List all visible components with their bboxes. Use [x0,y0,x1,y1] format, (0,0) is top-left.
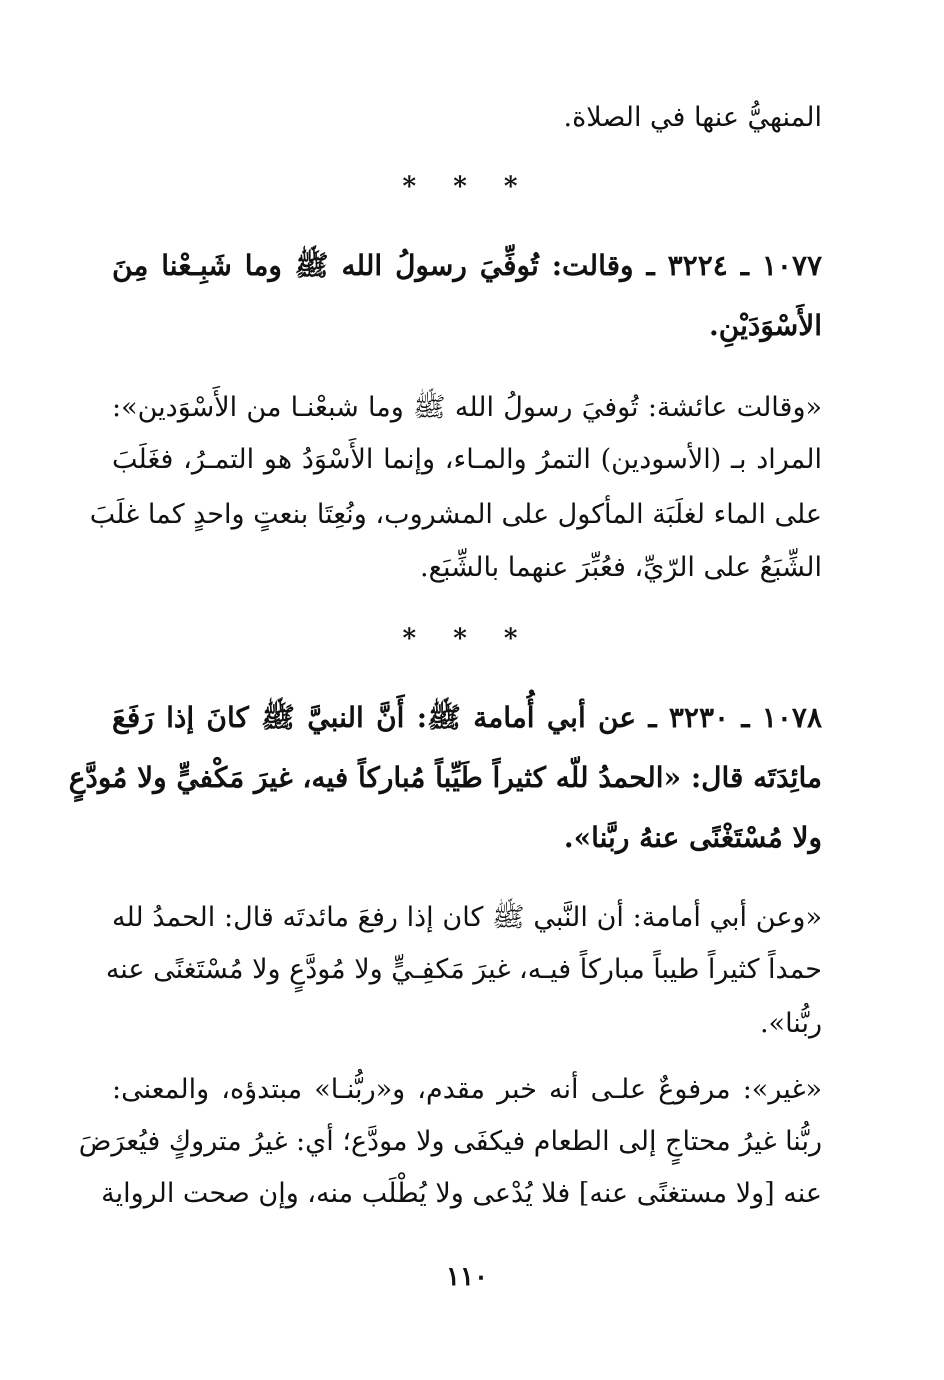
commentary-1077-line: «وقالت عائشة: تُوفيَ رسولُ الله ﷺ وما شبعْنـا من الأَسْوَدين»: [112,392,822,423]
commentary-1078-line: حمداً كثيراً طيباً مباركاً فيـه، غيرَ مَكفِـيٍّ ولا مُودَّعٍ ولا مُسْتَغنًى عنه [105,954,822,985]
hadith-1077-line: ١٠٧٧ ـ ٣٢٢٤ ـ وقالت: تُوفِّيَ رسولُ الله ﷺ وما شَبِـعْنا مِنَ [112,249,823,282]
hadith-1077-line: الأَسْوَدَيْنِ. [709,309,822,342]
body-line: المنهيُّ عنها في الصلاة. [563,102,822,133]
hadith-1078-line: مائِدَتَه قال: «الحمدُ للّه كثيراً طَيِّباً مُباركاً فيه، غيرَ مَكْفيٍّ ولا مُودَّعٍ [68,761,822,794]
commentary-1077-line: على الماء لغلَبَة المأكول على المشروب، ونُعِتَا بنعتٍ واحدٍ كما غلَبَ [89,499,822,530]
commentary-1078-line: «وعن أبي أمامة: أن النَّبي ﷺ كان إذا رفعَ مائدتَه قال: الحمدُ لله [112,902,822,933]
commentary-1078-line: «غير»: مرفوعٌ علـى أنه خبر مقدم، و«ربُّنـا» مبتدؤه، والمعنى: [112,1074,822,1105]
commentary-1078-line: ربُّنا». [759,1008,822,1039]
commentary-1078-line: ربُّنا غيرُ محتاجٍ إلى الطعام فيكفَى ولا مودَّع؛ أي: غيرُ متروكٍ فيُعرَضَ [78,1126,822,1157]
commentary-1077-line: الشِّبَعُ على الرّيِّ، فعُبِّرَ عنهما بالشِّبَع. [420,552,822,583]
commentary-1077-line: المراد بـ (الأسودين) التمرُ والمـاء، وإنما الأَسْوَدُ هو التمـرُ، فغَلَبَ [112,444,822,475]
hadith-1078-line: ولا مُسْتَغْنًى عنهُ ربَّنا». [563,821,822,854]
section-separator: * * * [402,624,532,654]
hadith-1078-line: ١٠٧٨ ـ ٣٢٣٠ ـ عن أبي أُمامة ﷺ: أَنَّ النبيَّ ﷺ كانَ إذا رَفَعَ [112,701,822,734]
commentary-1078-line: عنه [ولا مستغنًى عنه] فلا يُدْعى ولا يُطْلَب منه، وإن صحت الرواية [101,1178,822,1209]
page-number: ١١٠ [446,1262,488,1292]
book-page [68,0,823,1380]
section-separator: * * * [402,172,532,202]
